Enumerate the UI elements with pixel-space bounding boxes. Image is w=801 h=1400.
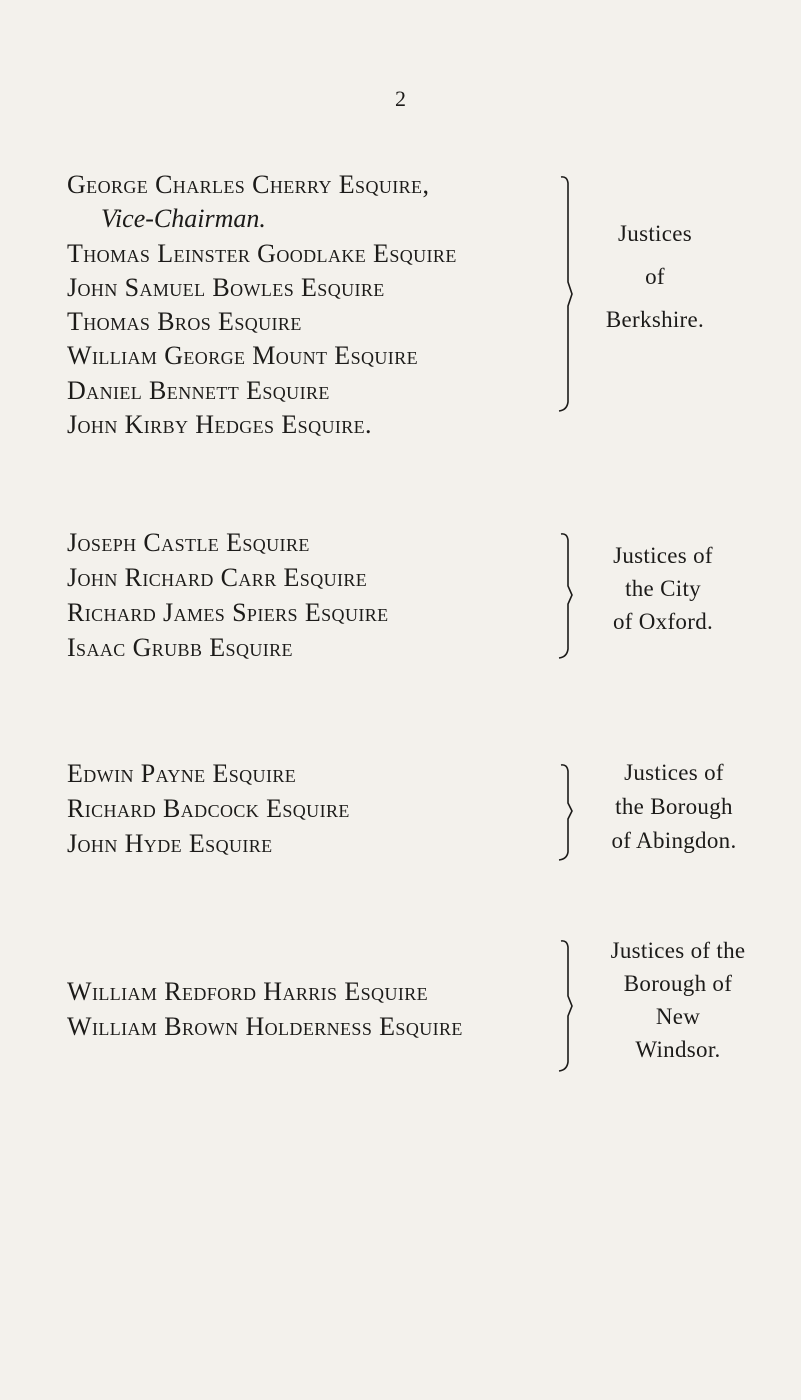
- name-entry: Isaac Grubb Esquire: [67, 633, 293, 662]
- jurisdiction-label: [578, 934, 778, 1066]
- name-entry: Richard James Spiers Esquire: [67, 598, 389, 627]
- name-entry: Thomas Leinster Goodlake Esquire: [67, 238, 457, 268]
- jurisdiction-line: Justices: [618, 221, 692, 246]
- jurisdiction-line: of: [645, 264, 665, 289]
- name-list: [67, 756, 350, 861]
- name-list: [67, 525, 389, 665]
- name-entry: William George Mount Esquire: [67, 341, 418, 371]
- name-entry: John Richard Carr Esquire: [67, 563, 368, 592]
- jurisdiction-line: Borough of: [623, 971, 733, 996]
- jurisdiction-line: Berkshire.: [605, 307, 705, 332]
- jurisdiction-label: [588, 539, 738, 638]
- name-entry: John Kirby Hedges Esquire.: [67, 410, 372, 440]
- jurisdiction-line: of Abingdon.: [611, 828, 737, 853]
- name-entry: Edwin Payne Esquire: [67, 759, 297, 788]
- name-entry: John Hyde Esquire: [67, 829, 273, 858]
- brace-icon: [556, 531, 576, 661]
- jurisdiction-line: New: [655, 1004, 701, 1029]
- brace-icon: [556, 762, 576, 862]
- jurisdiction-label: [592, 212, 718, 341]
- name-entry: Joseph Castle Esquire: [67, 528, 310, 557]
- page-number: 2: [395, 86, 406, 111]
- brace-icon: [556, 174, 576, 414]
- name-list: [67, 974, 463, 1044]
- name-entry: George Charles Cherry Esquire,: [67, 170, 430, 199]
- brace-icon: [556, 938, 576, 1074]
- name-entry: William Redford Harris Esquire: [67, 977, 429, 1006]
- jurisdiction-line: Justices of: [613, 543, 713, 568]
- jurisdiction-line: of Oxford.: [612, 609, 714, 634]
- jurisdiction-line: Windsor.: [635, 1037, 721, 1062]
- jurisdiction-label: [574, 756, 774, 858]
- name-entry: Daniel Bennett Esquire: [67, 375, 330, 405]
- jurisdiction-line: the City: [625, 576, 701, 601]
- role-label: Vice-Chairman.: [101, 204, 266, 234]
- name-entry: John Samuel Bowles Esquire: [67, 272, 385, 302]
- name-list: [67, 168, 457, 442]
- name-entry: Richard Badcock Esquire: [67, 794, 350, 823]
- jurisdiction-line: Justices of the: [610, 938, 746, 963]
- name-entry: Thomas Bros Esquire: [67, 307, 302, 337]
- jurisdiction-line: Justices of: [624, 760, 724, 785]
- jurisdiction-line: the Borough: [615, 794, 733, 819]
- name-entry: William Brown Holderness Esquire: [67, 1012, 463, 1041]
